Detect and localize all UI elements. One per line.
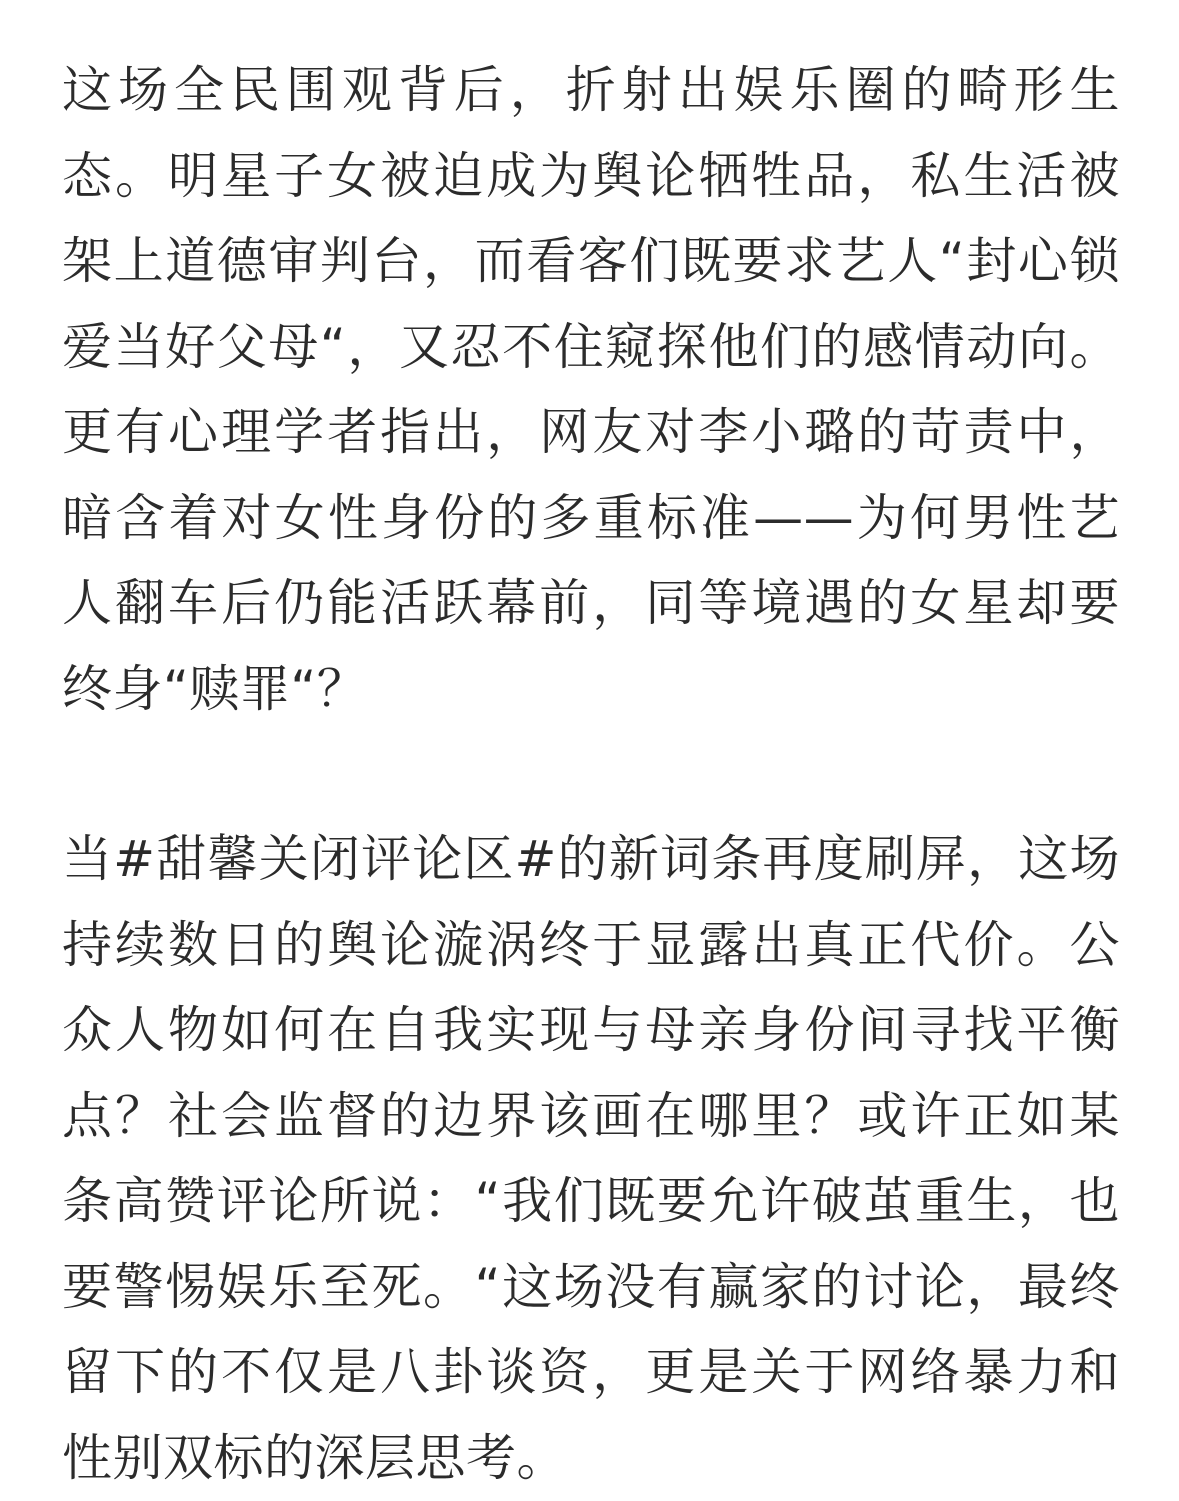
paragraph-1: 这场全民围观背后，折射出娱乐圈的畸形生态。明星子女被迫成为舆论牺牲品，私生活被架上道德审判台，而看客们既要求艺人“封心锁爱当好父母“，又忍不住窥探他们的感情动向。更有心理学者指出，网友对李小璐的苛责中，暗含着对女性身份的多重标准——为何男性艺人翻车后仍能活跃幕前，同等境遇的女星却要终身“赎罪“？: [62, 61, 1120, 718]
paragraph-2: 当#甜馨关闭评论区#的新词条再度刷屏，这场持续数日的舆论漩涡终于显露出真正代价。公众人物如何在自我实现与母亲身份间寻找平衡点？社会监督的边界该画在哪里？或许正如某条高赞评论所说：“我们既要允许破茧重生，也要警惕娱乐至死。“这场没有赢家的讨论，最终留下的不仅是八卦谈资，更是关于网络暴力和性别双标的深层思考。: [62, 830, 1120, 1487]
article-body: [62, 48, 1120, 1501]
